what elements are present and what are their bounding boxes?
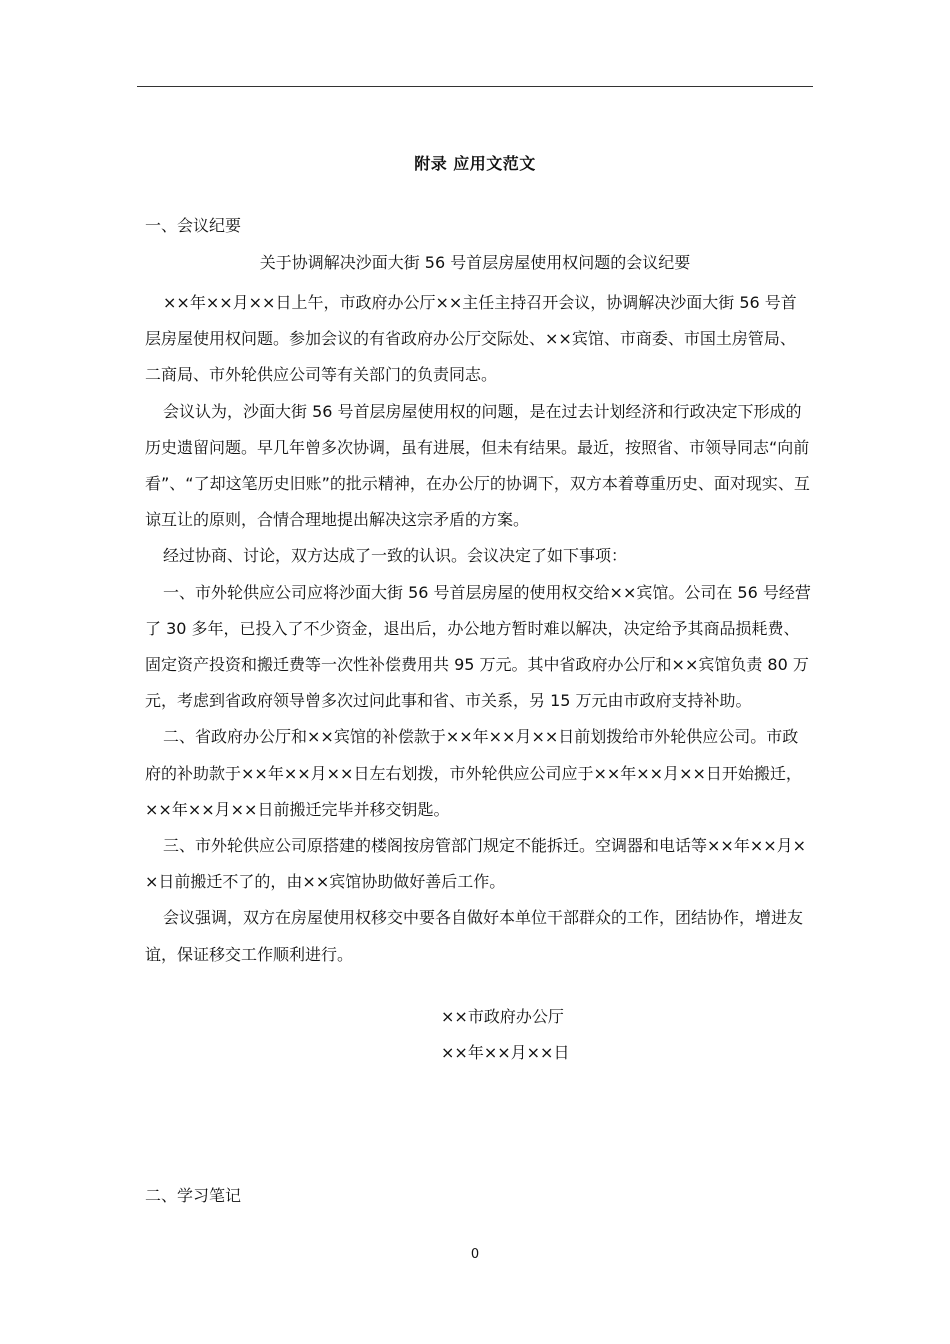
section-heading-study-notes: 二、学习笔记 xyxy=(145,1186,242,1205)
page-title: 附录 应用文范文 xyxy=(414,154,536,173)
paragraph: 二、省政府办公厅和××宾馆的补偿款于××年××月××日前划拨给市外轮供应公司。市政府的补助款于××年××月××日左右划拨，市外轮供应公司应于××年××月××日开始搬迁，××年××月××日前搬迁完毕并移交钥匙。 xyxy=(145,727,802,819)
paragraph: 经过协商、讨论，双方达成了一致的认识。会议决定了如下事项： xyxy=(163,546,628,566)
paragraph: 会议认为，沙面大街 56 号首层房屋使用权的问题，是在过去计划经济和行政决定下形成的历史遗留问题。早几年曾多次协调，虽有进展，但未有结果。最近，按照省、市领导同志“向前看”、“了却这笔历史旧账”的批示精神，在办公厅的协调下，双方本着尊重历史、面对现实、互谅互让的原则，合情合理地提出解决这宗矛盾的方案。 xyxy=(145,401,810,530)
memo-body xyxy=(145,285,811,973)
paragraph: 会议强调，双方在房屋使用权移交中要各自做好本单位干部群众的工作，团结协作，增进友谊，保证移交工作顺利进行。 xyxy=(145,908,804,964)
page-number: 0 xyxy=(470,1247,480,1262)
signature-organization: ××市政府办公厅 xyxy=(441,1007,564,1026)
header-rule xyxy=(137,86,813,87)
paragraph: 三、市外轮供应公司原搭建的楼阁按房管部门规定不能拆迁。空调器和电话等××年××月××日前搬迁不了的，由××宾馆协助做好善后工作。 xyxy=(145,836,807,892)
section-heading-meeting-minutes: 一、会议纪要 xyxy=(145,216,242,235)
paragraph: ××年××月××日上午，市政府办公厅××主任主持召开会议，协调解决沙面大街 56 号首层房屋使用权问题。参加会议的有省政府办公厅交际处、××宾馆、市商委、市国土房管局、二商局、市外轮供应公司等有关部门的负责同志。 xyxy=(145,293,797,385)
memo-title: 关于协调解决沙面大街 56 号首层房屋使用权问题的会议纪要 xyxy=(259,253,691,272)
signature-date: ××年××月××日 xyxy=(441,1043,570,1062)
paragraph: 一、市外轮供应公司应将沙面大街 56 号首层房屋的使用权交给××宾馆。公司在 56 号经营了 30 多年，已投入了不少资金，退出后，办公地方暂时难以解决，决定给予其商品损耗费、固定资产投资和搬迁费等一次性补偿费用共 95 万元。其中省政府办公厅和××宾馆负责 80 万元，考虑到省政府领导曾多次过问此事和省、市关系，另 15 万元由市政府支持补助。 xyxy=(145,582,811,711)
